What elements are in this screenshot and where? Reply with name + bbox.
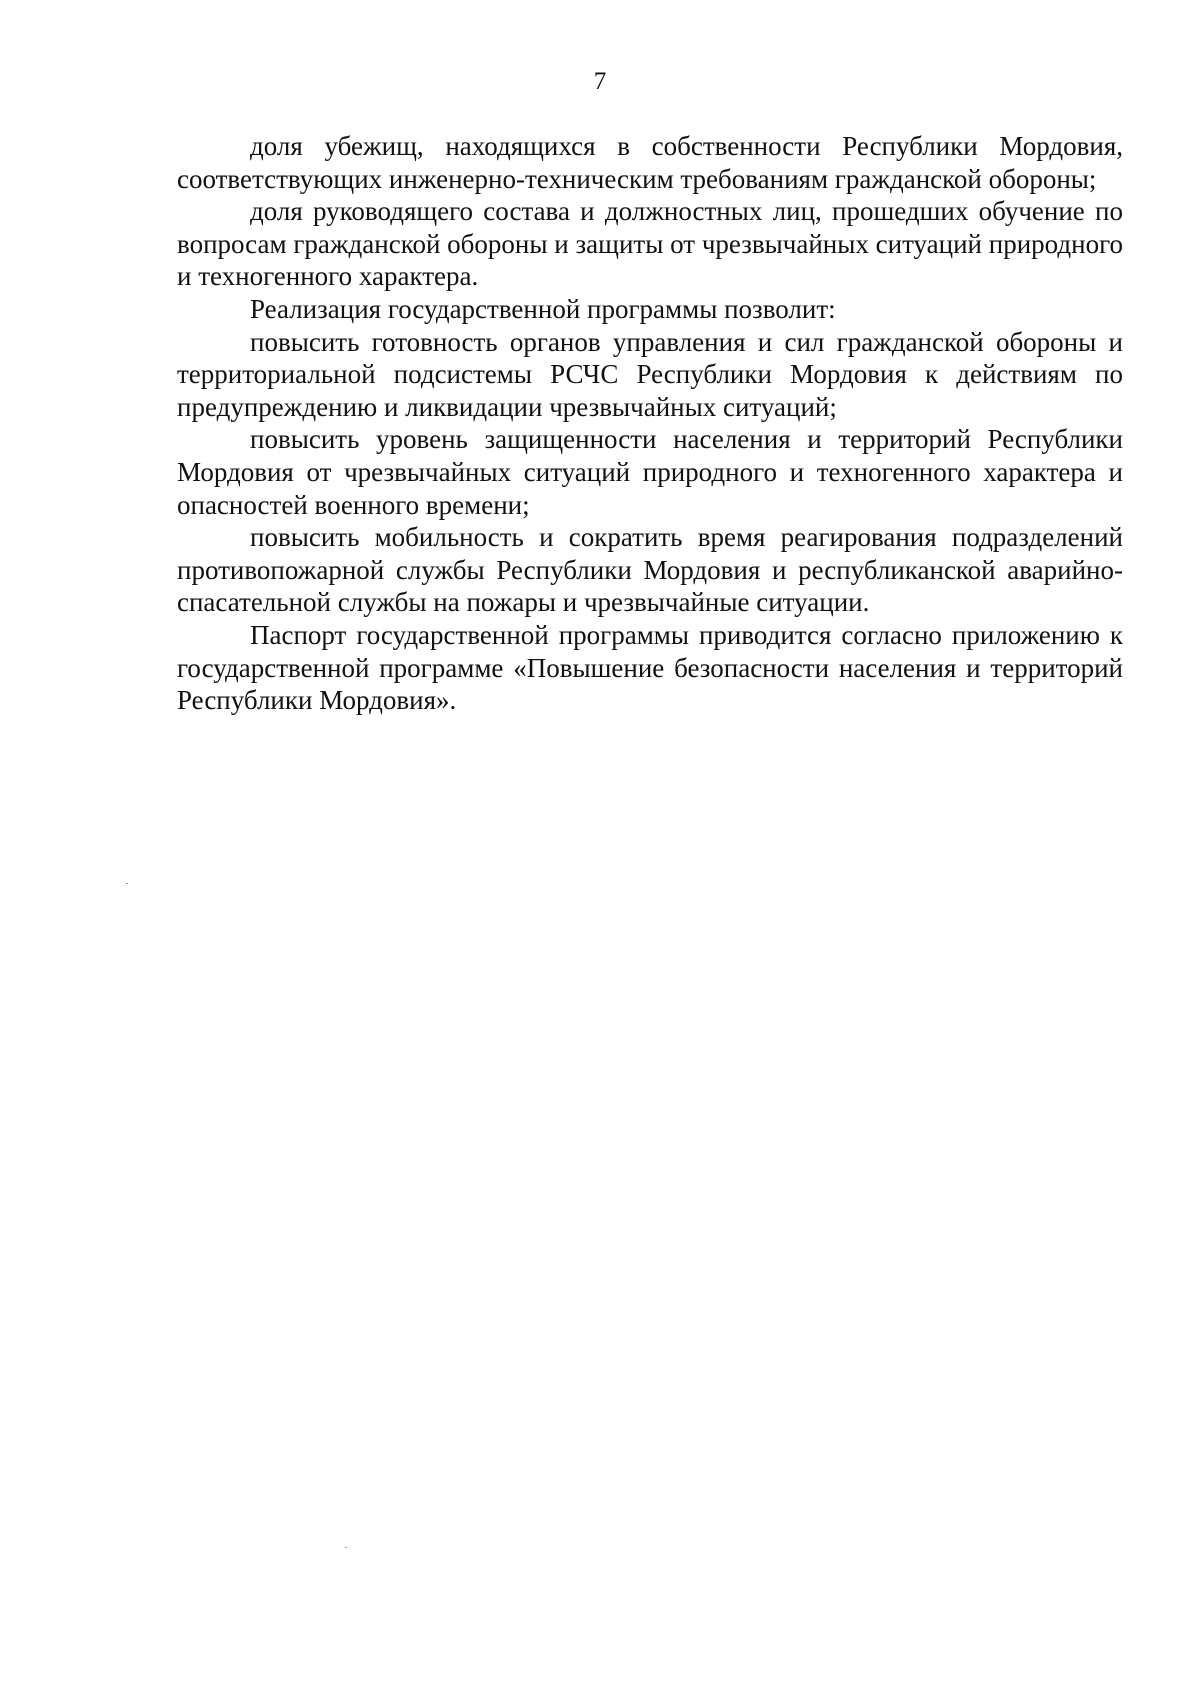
paragraph-passport: Паспорт государственной программы приводится согласно приложению к государственной программе «Повышение безопасности населения и территорий Республики Мордовия». <box>177 619 1123 716</box>
page-number: 7 <box>593 68 607 95</box>
paragraph-shelters-share: доля убежищ, находящихся в собственности Республики Мордовия, соответствующих инженерно-техническим требованиям гражданской обороны; <box>177 131 1123 194</box>
paragraph-program-implementation: Реализация государственной программы позволит: <box>250 293 836 324</box>
scan-speck <box>126 883 128 884</box>
document-body <box>177 130 1123 717</box>
paragraph-officials-training-share: доля руководящего состава и должностных лиц, прошедших обучение по вопросам гражданской обороны и защиты от чрезвычайных ситуаций природного и техногенного характера. <box>177 196 1123 292</box>
paragraph-mobility: повысить мобильность и сократить время реагирования подразделений противопожарной службы Республики Мордовия и республиканской аварийно-спасательной службы на пожары и чрезвычайные ситуации. <box>177 522 1123 618</box>
paragraph-protection-level: повысить уровень защищенности населения и территорий Республики Мордовия от чрезвычайных ситуаций природного и техногенного характера и опасностей военного времени; <box>177 424 1123 520</box>
paragraph-readiness: повысить готовность органов управления и сил гражданской обороны и территориальной подсистемы РСЧС Республики Мордовия к действиям по предупреждению и ликвидации чрезвычайных ситуаций; <box>177 326 1123 422</box>
scan-speck <box>345 1547 347 1548</box>
